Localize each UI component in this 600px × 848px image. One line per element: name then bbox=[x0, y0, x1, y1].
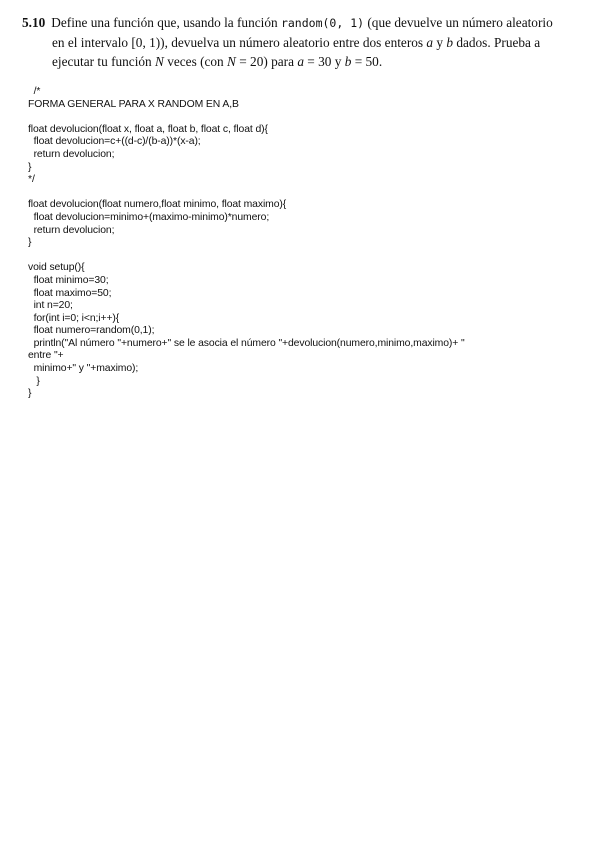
exercise-statement bbox=[22, 13, 574, 71]
code-line: float minimo=30; bbox=[28, 274, 109, 286]
exercise-number: 5.10 bbox=[22, 15, 46, 30]
code-line: } bbox=[28, 388, 32, 400]
code-line: return devolucion; bbox=[28, 148, 115, 160]
code-line: } bbox=[28, 161, 32, 173]
code-line bbox=[28, 250, 588, 263]
exercise-line-2: en el intervalo [0, 1)), devuelva un número aleatorio entre dos enteros a y b dados. Prueba a bbox=[52, 35, 541, 50]
code-line: void setup(){ bbox=[28, 262, 85, 274]
code-line: */ bbox=[28, 174, 35, 186]
code-line: println("Al número "+numero+" se le asocia el número "+devolucion(numero,minimo,maximo)+ " bbox=[28, 337, 465, 349]
code-line: for(int i=0; i<n;i++){ bbox=[28, 312, 120, 324]
code-line bbox=[28, 187, 588, 200]
code-line: entre "+ bbox=[28, 350, 64, 362]
code-line: return devolucion; bbox=[28, 224, 115, 236]
code-line: FORMA GENERAL PARA X RANDOM EN A,B bbox=[28, 98, 239, 110]
code-line: int n=20; bbox=[28, 300, 73, 312]
exercise-line-1: 5.10 Define una función que, usando la función random(0, 1) (que devuelve un número aleatorio bbox=[22, 15, 553, 30]
code-line: float devolucion(float x, float a, float b, float c, float d){ bbox=[28, 123, 268, 135]
code-line: float devolucion=c+((d-c)/(b-a))*(x-a); bbox=[28, 136, 201, 148]
code-line: float devolucion=minimo+(maximo-minimo)*numero; bbox=[28, 211, 270, 223]
code-line: /* bbox=[28, 86, 41, 97]
code-line: } bbox=[28, 375, 40, 387]
function-name: random(0, 1) bbox=[280, 16, 365, 30]
code-line: } bbox=[28, 237, 32, 249]
code-line: float numero=random(0,1); bbox=[28, 325, 155, 337]
code-listing bbox=[28, 86, 588, 401]
code-line bbox=[28, 111, 588, 124]
code-line: float maximo=50; bbox=[28, 287, 112, 299]
code-line: minimo+" y "+maximo); bbox=[28, 363, 139, 375]
exercise-line-3: ejecutar tu función N veces (con N = 20) para a = 30 y b = 50. bbox=[52, 54, 383, 69]
code-line: float devolucion(float numero,float minimo, float maximo){ bbox=[28, 199, 287, 211]
